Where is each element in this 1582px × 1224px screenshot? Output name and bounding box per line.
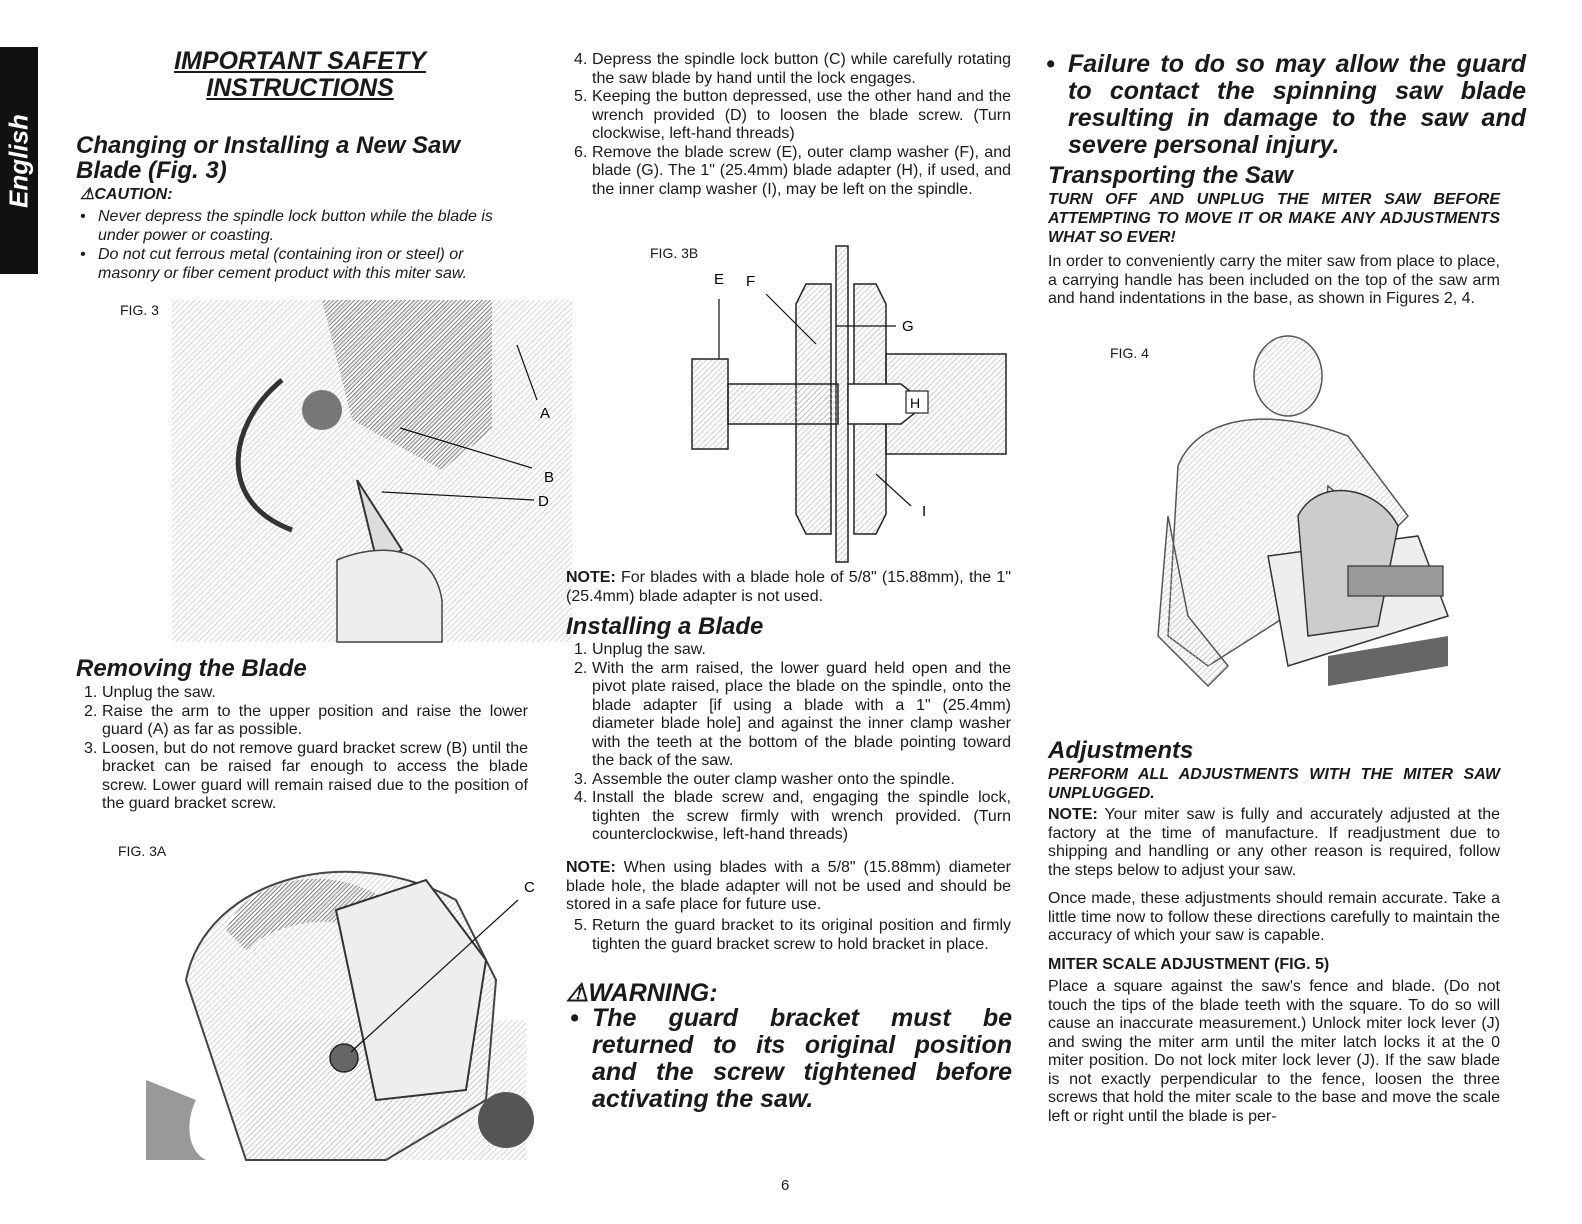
fig3b-callout-h: H — [910, 395, 921, 411]
fig4-label: FIG. 4 — [1110, 345, 1149, 361]
step-number: 3. — [84, 739, 98, 757]
fig3b-screw-shaft — [728, 384, 838, 424]
note-label: NOTE: — [1048, 806, 1098, 823]
note-text: For blades with a blade hole of 5/8" (15.88mm), the 1" (25.4mm) blade adapter is not used. — [566, 569, 1011, 605]
changing-heading-line2: Blade (Fig. 3) — [76, 157, 227, 184]
fig3-callout-d: D — [538, 493, 549, 510]
fig3b-screw-head — [692, 359, 728, 449]
language-tab — [0, 47, 38, 274]
step-text: Loosen, but do not remove guard bracket screw (B) until the bracket can be raised far enough to access the blade screw. Lower guard will remain raised due to the position of the guard bracket screw. — [102, 739, 528, 812]
fig3b-callout-i: I — [922, 503, 927, 520]
step-number: 1. — [84, 684, 98, 701]
step-item — [76, 684, 528, 703]
step-item — [566, 144, 1011, 200]
note-label: NOTE: — [566, 859, 616, 876]
fig3b-diagram — [686, 244, 1006, 564]
adjustments-note — [1048, 806, 1500, 880]
transporting-heading: Transporting the Saw — [1048, 162, 1293, 189]
fig3a-label: FIG. 3A — [118, 843, 167, 859]
page-title — [140, 48, 460, 102]
step-text: Return the guard bracket to its original position and firmly tighten the guard bracket screw to hold bracket in place. — [592, 917, 1011, 953]
changing-heading-line1: Changing or Installing a New Saw — [76, 132, 461, 159]
step-text: Install the blade screw and, engaging the spindle lock, tighten the screw firmly with wrench provided. (Turn counterclockwise, left-hand threads) — [592, 789, 1011, 843]
step-text: Depress the spindle lock button (C) while carefully rotating the saw blade by hand until the lock engages. — [592, 51, 1011, 87]
step-item — [566, 660, 1011, 771]
page-number: 6 — [781, 1177, 790, 1194]
installing-steps — [566, 641, 1011, 845]
column-2 — [566, 0, 1014, 1113]
fig3-label: FIG. 3 — [120, 302, 159, 318]
fig3a-callout-c: C — [524, 879, 535, 896]
installing-heading: Installing a Blade — [566, 613, 764, 640]
step-number: 4. — [574, 51, 588, 68]
caution-item: • Never depress the spindle lock button while the blade is under power or coasting. — [76, 207, 528, 245]
changing-heading — [76, 133, 536, 183]
fig3b-callout-g: G — [902, 318, 914, 335]
removing-steps-continued — [566, 51, 1011, 199]
fig4-illustration — [1148, 336, 1458, 706]
transporting-body: In order to conveniently carry the miter saw from place to place, a carrying handle has been included on the top of the saw arm and hand indentations in the base, as shown in Figures 2, 4. — [1048, 253, 1500, 307]
adjustments-heading: Adjustments — [1048, 737, 1194, 764]
step-number: 2. — [84, 702, 98, 720]
fig3a-knob — [478, 1092, 534, 1148]
language-tab-label: English — [3, 113, 34, 208]
fig3b-callout-f: F — [746, 273, 756, 290]
page-title-line1: IMPORTANT SAFETY — [174, 47, 426, 75]
step-number: 5. — [574, 88, 588, 105]
miter-scale-subheading: MITER SCALE ADJUSTMENT (FIG. 5) — [1048, 956, 1330, 973]
warning-triangle-icon: ⚠ — [566, 979, 589, 1007]
fig3b-callout-e: E — [714, 271, 725, 288]
miter-scale-body: Place a square against the saw's fence and blade. (Do not touch the tips of the blade teeth with the square. To do so will cause an inaccurate measurement.) Unlock miter lock lever (J) and swing the miter arm until the miter latch locks it at the 0 miter position. Do not lock miter lock lever (J). If the saw blade is not exactly perpendicular to the fence, loosen the three screws that hold the miter scale to the base and move the scale left or right until the blade is per- — [1048, 978, 1500, 1125]
fig3a-illustration — [126, 840, 535, 1160]
step-item — [76, 703, 528, 740]
step-text: Unplug the saw. — [592, 641, 706, 658]
step-item — [566, 771, 1011, 790]
removing-heading: Removing the Blade — [76, 655, 307, 682]
warning-bullet: • The guard bracket must be returned to its original position and the screw tightened before activating the saw. — [566, 1005, 1012, 1113]
caution-label-row — [80, 184, 173, 204]
step-item — [566, 917, 1011, 954]
step-text: Assemble the outer clamp washer onto the spindle. — [592, 770, 955, 788]
fig3-callout-a: A — [540, 405, 551, 422]
removing-steps — [76, 684, 528, 814]
step-item — [566, 51, 1011, 88]
step-number: 4. — [574, 789, 588, 806]
adjustments-para2: Once made, these adjustments should remain accurate. Take a little time now to follow these directions carefully to maintain the accuracy of which your saw is capable. — [1048, 890, 1500, 944]
step-item — [566, 88, 1011, 144]
note-adapter — [566, 569, 1011, 606]
step-text: Raise the arm to the upper position and raise the lower guard (A) as far as possible. — [102, 702, 528, 738]
transporting-caps: TURN OFF AND UNPLUG THE MITER SAW BEFORE ATTEMPTING TO MOVE IT OR MAKE ANY ADJUSTMENTS WHAT SO EVER! — [1048, 191, 1500, 246]
step-number: 6. — [574, 143, 588, 161]
installing-step5 — [566, 917, 1011, 954]
step-item — [76, 740, 528, 814]
step-text: Unplug the saw. — [102, 684, 216, 701]
adjustments-caps: PERFORM ALL ADJUSTMENTS WITH THE MITER SAW UNPLUGGED. — [1048, 766, 1500, 802]
warning-bullet: • Failure to do so may allow the guard to contact the spinning saw blade resulting in damage to the saw and severe personal injury. — [1042, 51, 1526, 159]
step-text: With the arm raised, the lower guard held open and the pivot plate raised, place the blade on the spindle, onto the blade adapter [if using a blade with a 1" (25.4mm) diameter blade hole] and against the inner clamp washer with the teeth at the bottom of the blade pointing toward the back of the saw. — [592, 659, 1011, 769]
fig4-person-head — [1254, 336, 1322, 416]
fig3a-spindle-lock-button — [330, 1044, 358, 1072]
step-item — [566, 641, 1011, 660]
step-number: 3. — [574, 770, 588, 788]
caution-label: CAUTION: — [94, 186, 173, 203]
step-number: 1. — [574, 641, 588, 658]
warning-label: WARNING: — [588, 979, 718, 1007]
caution-item: • Do not cut ferrous metal (containing iron or steel) or masonry or fiber cement product with this miter saw. — [76, 245, 528, 283]
step-number: 5. — [574, 917, 588, 934]
note-small-blade — [566, 859, 1011, 915]
warning-triangle-icon: ⚠ — [80, 186, 95, 203]
note-text: When using blades with a 5/8" (15.88mm) diameter blade hole, the blade adapter will not be used and should be stored in a safe place for future use. — [566, 859, 1011, 913]
note-label: NOTE: — [566, 569, 616, 586]
step-text: Remove the blade screw (E), outer clamp washer (F), and blade (G). The 1" (25.4mm) blade adapter (H), if used, and the inner clamp washer (I), may be left on the spindle. — [592, 143, 1011, 198]
step-number: 2. — [574, 659, 588, 677]
fig3b-label: FIG. 3B — [650, 245, 699, 261]
step-item — [566, 789, 1011, 845]
fig3-illustration — [172, 300, 572, 642]
step-text: Keeping the button depressed, use the other hand and the wrench provided (D) to loosen the blade screw. (Turn clockwise, left-hand threads) — [592, 88, 1011, 142]
fig3-callout-b: B — [544, 469, 555, 486]
page-title-line2: INSTRUCTIONS — [206, 74, 394, 102]
caution-list — [76, 207, 528, 283]
note-text: Your miter saw is fully and accurately adjusted at the factory at the time of manufacture. If readjustment due to shipping and handling or any other reason is required, follow the steps below to adjust your saw. — [1048, 806, 1500, 879]
column-3 — [1048, 0, 1526, 1125]
